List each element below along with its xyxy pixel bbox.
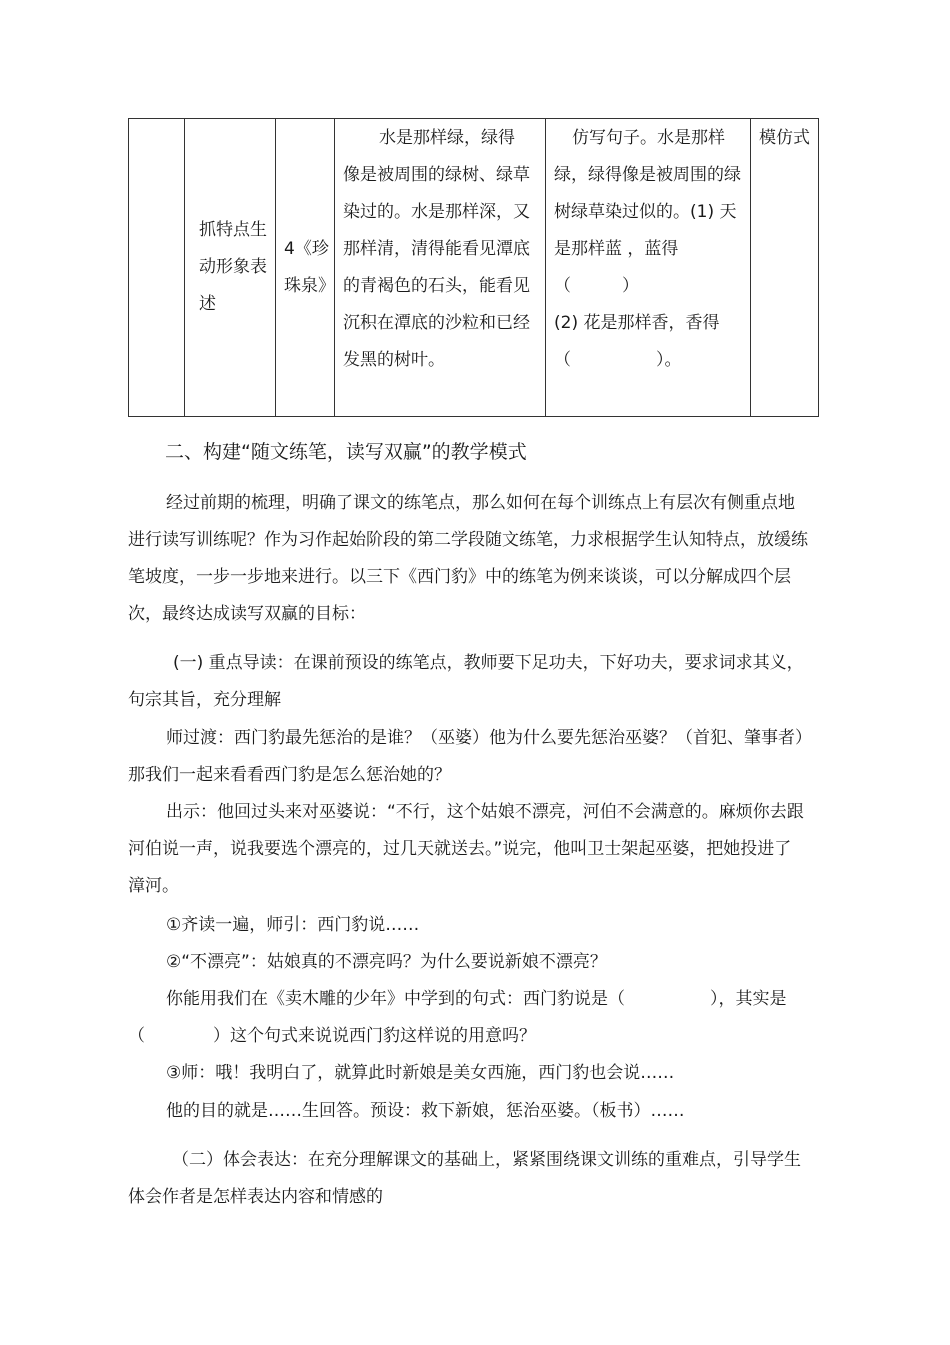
- paragraph: [128, 1055, 808, 1092]
- original-text-cell: 水是那样绿，绿得像是被周围的绿树、绿草染过的。水是那样深，又那样清，清得能看见潭底的青褐色的石头，能看见沉积在潭底的沙粒和已经发黑的树叶。: [335, 119, 546, 417]
- paragraph-text: 师过渡：西门豹最先惩治的是谁？（巫婆）他为什么要先惩治巫婆？（首犯、肇事者）那我们一起来看看西门豹是怎么惩治她的？: [128, 728, 804, 785]
- paragraph: [128, 485, 808, 633]
- table-cell-empty: [129, 119, 185, 417]
- paragraph-text: ③师：哦！我明白了，就算此时新娘是美女西施，西门豹也会说……: [166, 1063, 675, 1083]
- paragraph-text: (一) 重点导读：在课前预设的练笔点，教师要下足功夫，下好功夫，要求词求其义，句宗其旨，充分理解: [128, 653, 804, 710]
- lesson-cell: 4《珍珠泉》: [276, 119, 335, 417]
- writing-task-line: (2) 花是那样香，香得（ ）。: [554, 313, 720, 370]
- paragraph: [128, 981, 808, 1055]
- paragraph: [128, 720, 808, 794]
- paragraph: [128, 944, 808, 981]
- paragraph: [128, 1093, 808, 1130]
- paragraph: [128, 907, 808, 944]
- training-point-cell: 抓特点生动形象表述: [185, 119, 276, 417]
- paragraph-text: （二）体会表达：在充分理解课文的基础上，紧紧围绕课文训练的重难点，引导学生体会作者是怎样表达内容和情感的: [128, 1150, 801, 1207]
- paragraph-text: 出示：他回过头来对巫婆说：“不行，这个姑娘不漂亮，河伯不会满意的。麻烦你去跟河伯说一声，说我要选个漂亮的，过几天就送去。”说完，他叫卫士架起巫婆，把她投进了漳河。: [128, 802, 804, 896]
- section-heading: 二、构建“随文练笔，读写双赢”的教学模式: [165, 441, 527, 463]
- paragraph-text: 经过前期的梳理，明确了课文的练笔点，那么如何在每个训练点上有层次有侧重点地进行读写训练呢？作为习作起始阶段的第二学段随文练笔，力求根据学生认知特点，放缓练笔坡度，一步一步地来进行。以三下《西门豹》中的练笔为例来谈谈，可以分解成四个层次，最终达成读写双赢的目标：: [128, 493, 808, 624]
- paragraph-text: 你能用我们在《卖木雕的少年》中学到的句式：西门豹说是（ ），其实是（ ）这个句式来说说西门豹这样说的用意吗？: [128, 989, 787, 1046]
- paragraph: [128, 1142, 808, 1216]
- mode-cell: 模仿式: [751, 119, 819, 417]
- paragraph-text: ②“不漂亮”：姑娘真的不漂亮吗？为什么要说新娘不漂亮？: [166, 952, 607, 972]
- training-point-table: [128, 118, 819, 417]
- writing-task-line: 仿写句子。水是那样绿，绿得像是被周围的绿树绿草染过似的。(1) 天是那样蓝 ，蓝得（ ）: [554, 128, 741, 296]
- paragraph: [128, 794, 808, 905]
- table-row: [129, 119, 819, 417]
- paragraph: [128, 645, 808, 719]
- writing-task-cell: [546, 119, 751, 417]
- paragraph-text: 他的目的就是……生回答。预设：救下新娘，惩治巫婆。（板书）……: [166, 1101, 685, 1121]
- paragraph-text: ①齐读一遍，师引：西门豹说……: [166, 915, 420, 935]
